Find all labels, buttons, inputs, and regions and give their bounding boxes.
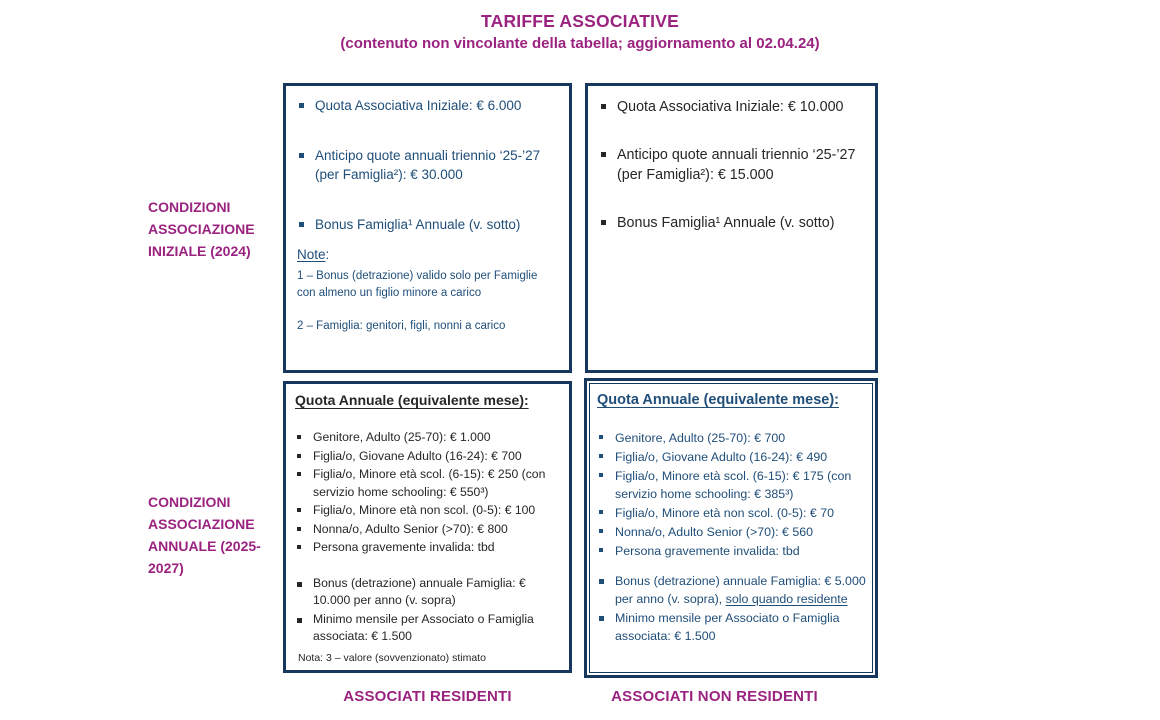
extras-list — [295, 575, 565, 646]
fee-item — [599, 145, 863, 186]
bullet-square-icon — [601, 104, 606, 109]
extra-item — [597, 609, 870, 645]
rate-item-text: Genitore, Adulto (25-70): € 700 — [615, 431, 786, 445]
rate-item-text: Figlia/o, Minore età non scol. (0-5): € 100 — [313, 503, 536, 517]
bullet-square-icon — [297, 582, 302, 587]
fee-item-text: Quota Associativa Iniziale: € 6.000 — [315, 98, 522, 113]
extra-item-text: Minimo mensile per Associato o Famiglia associata: € 1.500 — [313, 611, 534, 643]
notes-section — [297, 245, 561, 335]
fee-item-text: Bonus Famiglia¹ Annuale (v. sotto) — [315, 217, 521, 232]
rate-item — [295, 429, 565, 447]
rate-item-text: Figlia/o, Minore età non scol. (0-5): € 70 — [615, 506, 835, 520]
note-line: 1 – Bonus (detrazione) valido solo per Famiglie con almeno un figlio minore a carico — [297, 270, 538, 299]
bullet-square-icon — [601, 220, 606, 225]
rate-item-text: Figlia/o, Giovane Adulto (16-24): € 490 — [615, 450, 828, 464]
rate-item-text: Persona gravemente invalida: tbd — [615, 544, 800, 558]
rate-item — [597, 504, 870, 522]
bullet-square-icon — [297, 454, 301, 458]
rate-item-text: Figlia/o, Minore età scol. (6-15): € 175 (con servizio home schooling: € 385³) — [615, 469, 852, 501]
rates-header: Quota Annuale (equivalente mese): — [597, 392, 839, 408]
rate-item — [597, 523, 870, 541]
rate-item-text: Figlia/o, Giovane Adulto (16-24): € 700 — [313, 448, 522, 463]
box-inner-frame — [589, 383, 873, 673]
rate-item — [597, 429, 870, 447]
fee-item-text: Bonus Famiglia¹ Annuale (v. sotto) — [617, 214, 835, 231]
bullet-square-icon — [599, 473, 603, 477]
bullet-square-icon — [599, 529, 603, 533]
page-title: TARIFFE ASSOCIATIVE — [481, 11, 679, 31]
extras-list — [597, 572, 870, 645]
rate-item-text: Nonna/o, Adulto Senior (>70): € 800 — [313, 521, 508, 536]
box-annual-non-residents — [584, 378, 878, 678]
bullet-square-icon — [297, 545, 301, 549]
box-initial-residents — [283, 83, 572, 373]
rate-item — [295, 448, 565, 466]
rate-item-text: Nonna/o, Adulto Senior (>70): € 560 — [615, 525, 814, 539]
notes-title-colon: : — [325, 247, 330, 262]
bullet-square-icon — [599, 548, 603, 552]
extra-item — [295, 611, 565, 646]
box-annual-residents — [283, 381, 572, 673]
row-label-annual-2025-2027: CONDIZIONI ASSOCIAZIONE ANNUALE (2025-2027) — [148, 494, 261, 576]
rate-item-text: Persona gravemente invalida: tbd — [313, 540, 495, 554]
rate-item — [295, 539, 565, 557]
fee-item — [297, 215, 561, 234]
extra-item-text — [615, 572, 870, 608]
fee-item-text: Quota Associativa Iniziale: € 10.000 — [617, 99, 844, 115]
rate-item — [597, 448, 870, 466]
rate-item-text: Figlia/o, Minore età scol. (6-15): € 250 (con servizio home schooling: € 550³) — [313, 467, 546, 499]
extra-item — [295, 575, 565, 610]
extra-item-bonus — [597, 572, 870, 608]
bullet-square-icon — [599, 579, 604, 584]
bullet-square-icon — [299, 222, 304, 227]
bullet-square-icon — [299, 103, 304, 108]
footnote: Nota: 3 – valore (sovvenzionato) stimato — [298, 652, 486, 664]
fee-item-text: Anticipo quote annuali triennio ‘25-’27 (per Famiglia²): € 15.000 — [617, 146, 856, 183]
rates-header: Quota Annuale (equivalente mese): — [295, 392, 529, 408]
footer-associati-residenti: ASSOCIATI RESIDENTI — [343, 688, 512, 705]
footer-associati-non-residenti: ASSOCIATI NON RESIDENTI — [611, 688, 818, 705]
bullet-square-icon — [599, 435, 603, 439]
fee-item-text: Anticipo quote annuali triennio ‘25-’27 (per Famiglia²): € 30.000 — [315, 148, 541, 182]
notes-title — [297, 245, 561, 264]
rate-item — [295, 466, 565, 501]
bullet-square-icon — [297, 508, 301, 512]
bullet-square-icon — [297, 527, 301, 531]
bullet-square-icon — [599, 454, 603, 458]
rate-item — [295, 502, 565, 520]
fee-item — [297, 146, 561, 184]
rate-item — [295, 521, 565, 539]
bullet-square-icon — [297, 435, 301, 439]
rate-item — [597, 542, 870, 560]
rate-item-text: Genitore, Adulto (25-70): € 1.000 — [313, 430, 491, 444]
notes-title-text: Note — [297, 247, 326, 262]
bullet-square-icon — [297, 618, 302, 623]
page-subtitle: (contenuto non vincolante della tabella; aggiornamento al 02.04.24) — [340, 35, 820, 52]
bullet-square-icon — [599, 616, 604, 621]
rates-list — [295, 429, 565, 557]
row-label-initial-2024: CONDIZIONI ASSOCIAZIONE INIZIALE (2024) — [148, 199, 255, 259]
bonus-underlined-text: solo quando residente — [725, 592, 848, 606]
fee-item — [599, 97, 863, 118]
bonus-text: Bonus (detrazione) annuale Famiglia: € 5.000 per anno (v. sopra), — [615, 574, 866, 606]
rate-item — [597, 467, 870, 503]
extra-item-text: Bonus (detrazione) annuale Famiglia: € 10.000 per anno (v. sopra) — [313, 575, 526, 607]
fee-item — [297, 96, 561, 115]
note-line: 2 – Famiglia: genitori, figli, nonni a carico — [297, 320, 506, 332]
bullet-square-icon — [601, 152, 606, 157]
box-initial-non-residents — [585, 83, 878, 373]
fee-item — [599, 213, 863, 234]
bullet-square-icon — [297, 472, 301, 476]
bullet-square-icon — [299, 153, 304, 158]
extra-item-text: Minimo mensile per Associato o Famiglia associata: € 1.500 — [615, 611, 840, 643]
rates-list — [597, 429, 870, 560]
bullet-square-icon — [599, 510, 603, 514]
